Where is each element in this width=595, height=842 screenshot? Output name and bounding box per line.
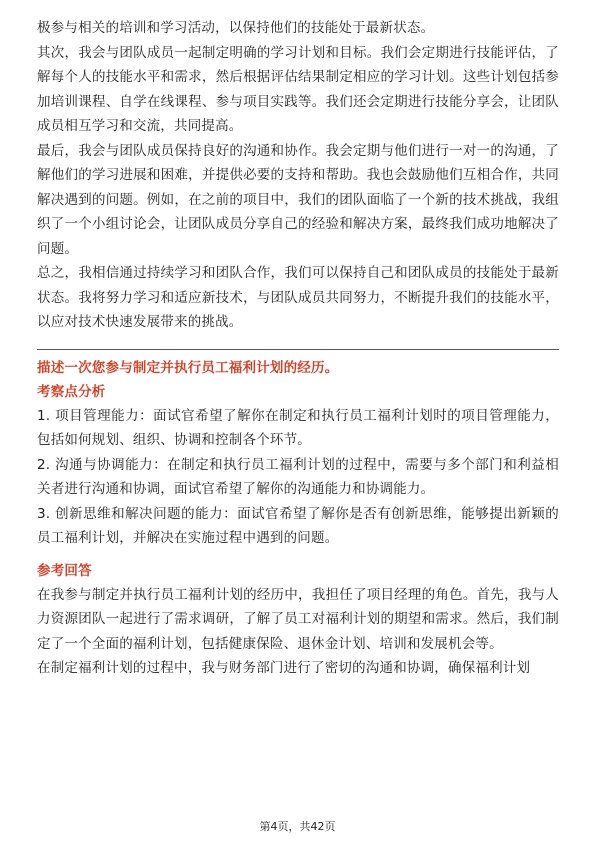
analysis-item: 3. 创新思维和解决问题的能力：面试官希望了解你是否有创新思维，能够提出新颖的员工福利计划，并解决在实施过程中遇到的问题。 — [37, 505, 559, 546]
intro-paragraph: 最后，我会与团队成员保持良好的沟通和协作。我会定期与他们进行一对一的沟通，了解他们的学习进展和困难，并提供必要的支持和帮助。我也会鼓励他们互相合作，共同解决遇到的问题。例如，在之前的项目中，我们的团队面临了一个新的技术挑战，我组织了一个小组讨论会，让团队成员分享自己的经验和解决方案，最终我们成功地解决了问题。 — [37, 142, 559, 257]
page-number-footer: 第4页，共42页 — [259, 820, 336, 833]
section-divider — [37, 349, 559, 350]
intro-paragraph: 极参与相关的培训和学习活动，以保持他们的技能处于最新状态。 — [37, 20, 435, 36]
document-page — [37, 16, 559, 681]
question-title: 描述一次您参与制定并执行员工福利计划的经历。 — [37, 359, 339, 376]
analysis-title: 考察点分析 — [37, 383, 106, 400]
answer-title: 参考回答 — [37, 562, 92, 579]
analysis-item: 2. 沟通与协调能力：在制定和执行员工福利计划的过程中，需要与多个部门和利益相关者进行沟通和协调，面试官希望了解你的沟通能力和协调能力。 — [37, 456, 559, 497]
answer-paragraph: 在制定福利计划的过程中，我与财务部门进行了密切的沟通和协调，确保福利计划 — [37, 660, 531, 676]
intro-paragraph: 总之，我相信通过持续学习和团队合作，我们可以保持自己和团队成员的技能处于最新状态。我将努力学习和适应新技术，与团队成员共同努力，不断提升我们的技能水平，以应对技术快速发展带来的挑战。 — [37, 265, 559, 330]
answer-paragraph: 在我参与制定并执行员工福利计划的经历中，我担任了项目经理的角色。首先，我与人力资源团队一起进行了需求调研，了解了员工对福利计划的期望和需求。然后，我们制定了一个全面的福利计划，包括健康保险、退休金计划、培训和发展机会等。 — [37, 586, 559, 652]
spacer — [37, 551, 559, 559]
analysis-item: 1. 项目管理能力：面试官希望了解你在制定和执行员工福利计划时的项目管理能力，包括如何规划、组织、协调和控制各个环节。 — [37, 407, 559, 448]
intro-paragraph: 其次，我会与团队成员一起制定明确的学习计划和目标。我们会定期进行技能评估，了解每个人的技能水平和需求，然后根据评估结果制定相应的学习计划。这些计划包括参加培训课程、自学在线课程、参与项目实践等。我们还会定期进行技能分享会，让团队成员相互学习和交流，共同提高。 — [37, 44, 559, 134]
